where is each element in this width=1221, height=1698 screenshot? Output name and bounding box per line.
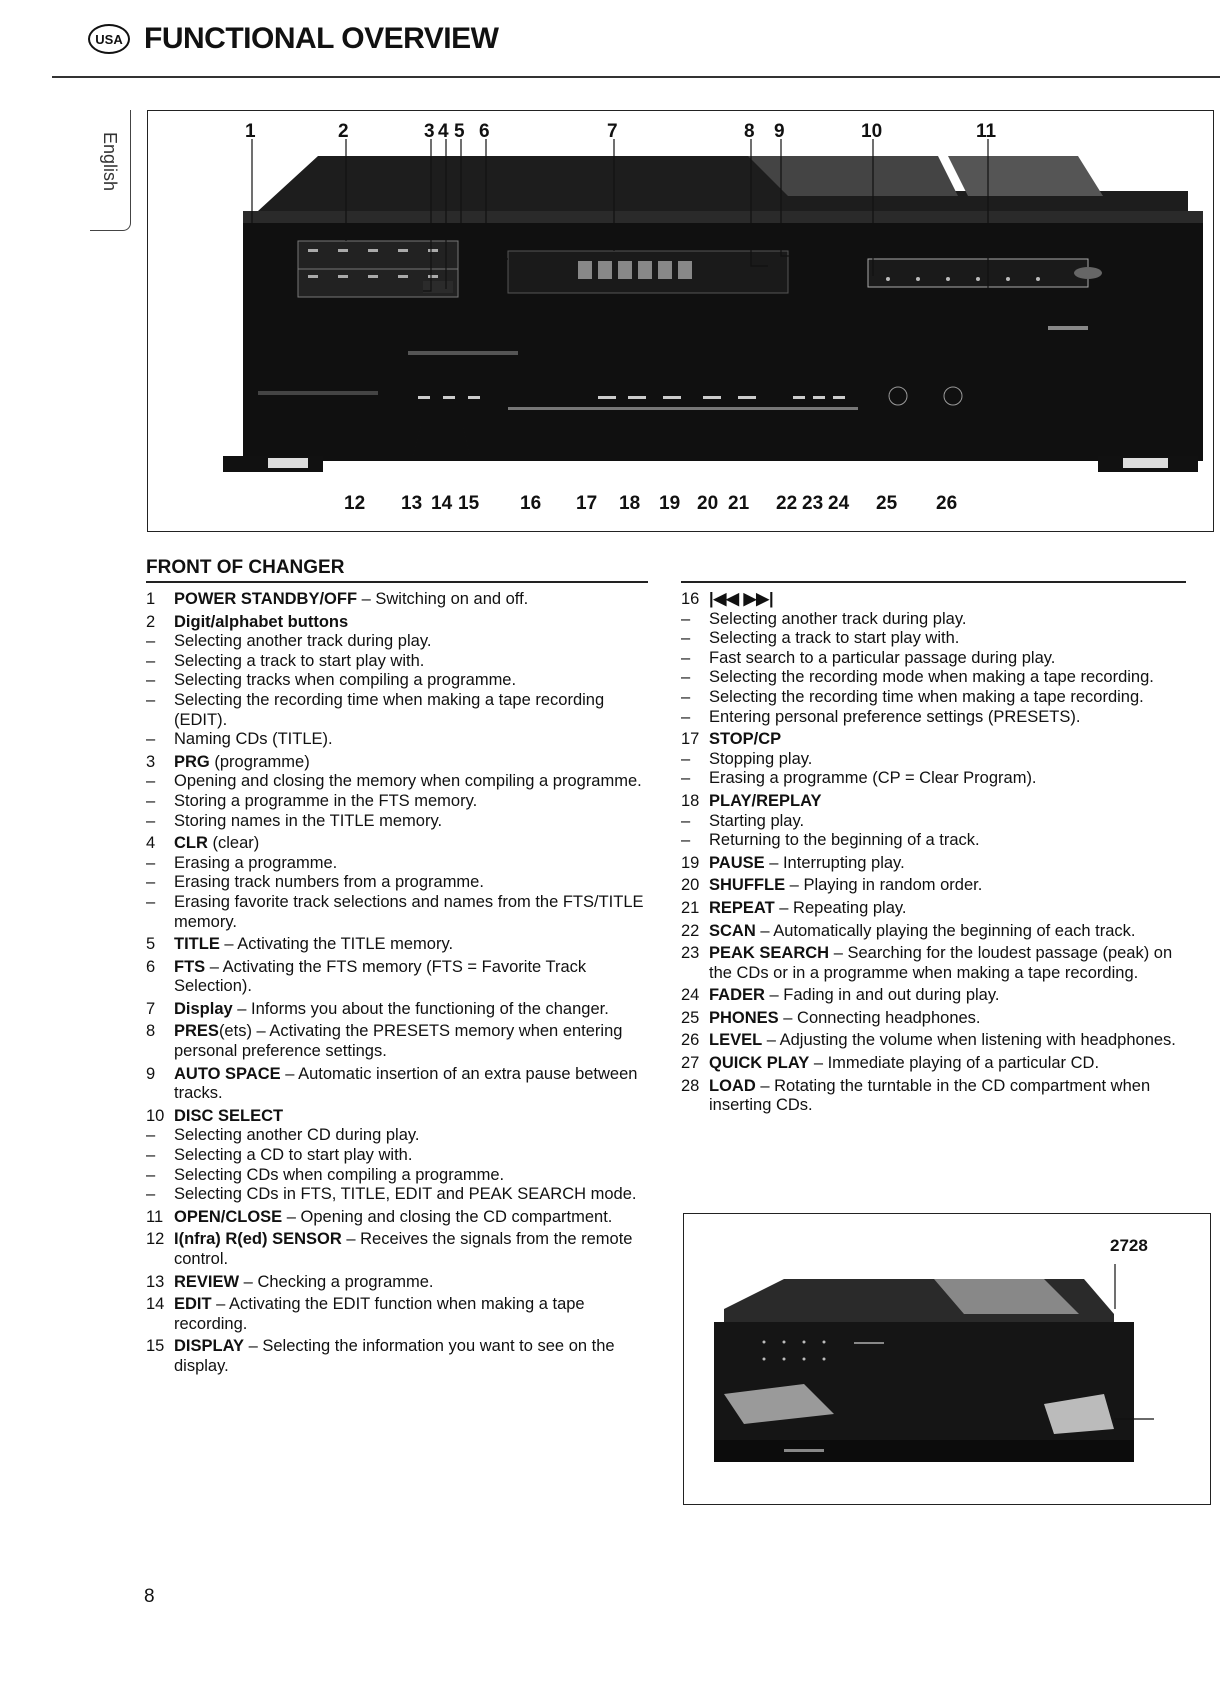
entry-text xyxy=(709,730,781,750)
entry-27 xyxy=(681,1054,1191,1074)
entry-desc: – Receives the signals from the remote control. xyxy=(174,1230,633,1268)
entry-text xyxy=(174,1337,648,1376)
entry-sub-item xyxy=(146,652,648,672)
right-column xyxy=(681,590,1191,1116)
entry-text xyxy=(709,1031,1176,1051)
entry-number: 22 xyxy=(681,921,700,940)
callout-5: 5 xyxy=(454,121,465,142)
dash-bullet: – xyxy=(681,769,691,788)
entry-text xyxy=(174,1065,648,1104)
sub-item-text: Selecting the recording mode when making a tape recording. xyxy=(709,668,1154,687)
dash-bullet: – xyxy=(146,1185,156,1204)
entry-name: LOAD xyxy=(709,1076,756,1095)
usa-badge: USA xyxy=(88,24,130,54)
sub-item-text: Selecting a track to start play with. xyxy=(174,651,425,670)
sub-item-text: Storing names in the TITLE memory. xyxy=(174,811,443,830)
entry-number: 14 xyxy=(146,1295,165,1314)
entry-name: PRES xyxy=(174,1022,219,1041)
entry-desc: – Rotating the turntable in the CD compartment when inserting CDs. xyxy=(709,1076,1151,1115)
sub-item-text: Selecting a track to start play with. xyxy=(709,629,960,648)
entry-name: PLAY/REPLAY xyxy=(709,791,822,810)
entry-desc: – Activating the TITLE memory. xyxy=(219,935,454,954)
entry-name: TITLE xyxy=(174,935,220,954)
sub-item-text: Selecting CDs when compiling a programme. xyxy=(174,1165,505,1184)
dash-bullet: – xyxy=(146,632,156,651)
entry-number: 25 xyxy=(681,1008,700,1027)
callout-8: 8 xyxy=(744,121,755,142)
sub-item-text: Selecting the recording time when making a tape recording (EDIT). xyxy=(174,690,605,729)
language-tab xyxy=(90,110,131,231)
entry-sub-item xyxy=(146,772,648,792)
language-label: English xyxy=(100,132,120,192)
callout-13: 13 xyxy=(401,493,423,514)
entry-text xyxy=(174,1273,434,1293)
entry-text xyxy=(709,1009,981,1029)
entry-desc: – Checking a programme. xyxy=(239,1272,434,1291)
entry-16 xyxy=(681,590,1191,727)
dash-bullet: – xyxy=(681,811,691,830)
entry-name: SHUFFLE xyxy=(709,876,786,895)
entry-number: 2 xyxy=(146,612,156,631)
dash-bullet: – xyxy=(146,671,156,690)
dash-bullet: – xyxy=(681,687,691,706)
entry-number: 3 xyxy=(146,752,156,771)
entry-desc: – Searching for the loudest passage (peak) on the CDs or in a programme when making a tape recording. xyxy=(709,944,1173,982)
entry-name: FADER xyxy=(709,986,765,1005)
entry-name: PAUSE xyxy=(709,853,765,872)
callout-20: 20 xyxy=(697,493,719,514)
callout-14: 14 xyxy=(431,493,453,514)
entry-number: 11 xyxy=(146,1207,164,1226)
callout-15: 15 xyxy=(458,493,480,514)
entry-number: 24 xyxy=(681,986,700,1005)
entry-number: 23 xyxy=(681,944,700,963)
entry-text xyxy=(709,1077,1191,1116)
sub-item-text: Erasing favorite track selections and names from the FTS/TITLE memory. xyxy=(174,892,644,931)
entry-text xyxy=(174,1000,609,1020)
entry-name: |◀◀ ▶▶| xyxy=(709,590,774,608)
entry-number: 17 xyxy=(681,730,700,749)
entry-name: Display xyxy=(174,999,233,1018)
entry-6 xyxy=(146,958,648,997)
entry-4 xyxy=(146,834,648,932)
entry-text xyxy=(709,944,1191,983)
page-header xyxy=(88,22,498,56)
section-rule-left xyxy=(146,581,648,583)
entry-desc: – Playing in random order. xyxy=(785,876,983,895)
entry-number: 9 xyxy=(146,1064,156,1083)
callout-3: 3 xyxy=(424,121,435,142)
sub-item-text: Selecting another track during play. xyxy=(709,609,967,628)
entry-desc: – Activating the FTS memory (FTS = Favorite Track Selection). xyxy=(174,957,587,996)
sub-item-text: Fast search to a particular passage during play. xyxy=(709,648,1056,667)
entry-name: REVIEW xyxy=(174,1272,240,1291)
entry-desc: – Fading in and out during play. xyxy=(764,986,1000,1005)
callout-4: 4 xyxy=(438,121,449,142)
callout-19: 19 xyxy=(659,493,681,514)
entry-sub-item xyxy=(146,873,648,893)
sub-item-text: Returning to the beginning of a track. xyxy=(709,831,980,850)
callout-18: 18 xyxy=(619,493,641,514)
entry-text xyxy=(709,590,774,610)
entry-25 xyxy=(681,1009,1191,1029)
entry-text xyxy=(709,792,822,812)
dash-bullet: – xyxy=(681,609,691,628)
entry-24 xyxy=(681,986,1191,1006)
entry-text xyxy=(174,613,348,633)
sub-item-text: Selecting tracks when compiling a programme. xyxy=(174,671,517,690)
entry-name: CLR xyxy=(174,834,208,853)
entry-name: STOP/CP xyxy=(709,730,782,749)
entry-text xyxy=(174,958,648,997)
page-title: FUNCTIONAL OVERVIEW xyxy=(144,22,499,55)
entry-name: QUICK PLAY xyxy=(709,1054,810,1073)
entry-sub-item xyxy=(146,1126,648,1146)
changer-top-illustration xyxy=(684,1214,1210,1504)
dash-bullet: – xyxy=(146,1146,156,1165)
entry-name: REPEAT xyxy=(709,898,775,917)
entry-name: Digit/alphabet buttons xyxy=(174,612,349,631)
callout-24: 24 xyxy=(828,493,850,514)
entry-desc: – Repeating play. xyxy=(774,898,907,917)
dash-bullet: – xyxy=(146,1126,156,1145)
entry-3 xyxy=(146,753,648,831)
entry-desc: – Selecting the information you want to see on the display. xyxy=(174,1337,615,1375)
entry-number: 5 xyxy=(146,935,156,954)
entry-26 xyxy=(681,1031,1191,1051)
entry-name: FTS xyxy=(174,957,206,976)
entry-desc: – Adjusting the volume when listening with headphones. xyxy=(762,1031,1176,1050)
entry-number: 20 xyxy=(681,876,700,895)
entry-name: POWER STANDBY/OFF xyxy=(174,590,358,608)
entry-sub-item xyxy=(681,708,1191,728)
entry-text xyxy=(174,834,259,854)
changer-top-figure xyxy=(683,1213,1211,1505)
entry-11 xyxy=(146,1208,648,1228)
entry-23 xyxy=(681,944,1191,983)
sub-item-text: Stopping play. xyxy=(709,749,813,768)
dash-bullet: – xyxy=(146,892,156,911)
page-number: 8 xyxy=(144,1586,155,1607)
entry-12 xyxy=(146,1230,648,1269)
entry-20 xyxy=(681,876,1191,896)
entry-1 xyxy=(146,590,648,610)
dash-bullet: – xyxy=(681,668,691,687)
entry-desc: (ets) – Activating the PRESETS memory when entering personal preference settings. xyxy=(174,1022,623,1061)
callout-10: 10 xyxy=(861,121,883,142)
dash-bullet: – xyxy=(146,811,156,830)
entry-sub-item xyxy=(681,688,1191,708)
entry-name: I(nfra) R(ed) SENSOR xyxy=(174,1230,342,1249)
entry-text xyxy=(174,590,528,610)
entry-sub-item xyxy=(681,668,1191,688)
entry-text xyxy=(174,1022,648,1061)
entry-number: 21 xyxy=(681,898,700,917)
dash-bullet: – xyxy=(681,648,691,667)
entry-14 xyxy=(146,1295,648,1334)
dash-bullet: – xyxy=(146,651,156,670)
entry-sub-item xyxy=(146,730,648,750)
callout-25: 25 xyxy=(876,493,898,514)
entry-text xyxy=(709,854,905,874)
front-panel-illustration xyxy=(148,111,1213,531)
entry-text xyxy=(709,1054,1099,1074)
dash-bullet: – xyxy=(146,690,156,709)
entry-sub-item xyxy=(681,649,1191,669)
entry-number: 28 xyxy=(681,1076,700,1095)
callout-12: 12 xyxy=(344,493,366,514)
entry-desc: – Connecting headphones. xyxy=(778,1008,981,1027)
entry-number: 6 xyxy=(146,957,156,976)
entry-name: PRG xyxy=(174,752,210,771)
entry-desc: – Immediate playing of a particular CD. xyxy=(809,1054,1100,1073)
callout-27-28: 2728 xyxy=(1110,1236,1148,1255)
callout-1: 1 xyxy=(245,121,256,142)
entry-sub-item xyxy=(146,854,648,874)
section-heading: FRONT OF CHANGER xyxy=(146,557,345,578)
entry-number: 19 xyxy=(681,853,700,872)
entry-sub-item xyxy=(681,831,1191,851)
callout-26: 26 xyxy=(936,493,958,514)
sub-item-text: Opening and closing the memory when compiling a programme. xyxy=(174,772,642,791)
entry-name: PEAK SEARCH xyxy=(709,944,830,963)
entry-name: OPEN/CLOSE xyxy=(174,1207,283,1226)
entry-desc: – Opening and closing the CD compartment. xyxy=(282,1207,613,1226)
entry-desc: (programme) xyxy=(209,752,310,771)
entry-text xyxy=(174,1107,283,1127)
entry-text xyxy=(709,986,999,1006)
entry-sub-item xyxy=(146,812,648,832)
sub-item-text: Erasing a programme. xyxy=(174,853,338,872)
entry-text xyxy=(709,922,1136,942)
entry-desc: – Informs you about the functioning of the changer. xyxy=(232,999,609,1018)
entry-2 xyxy=(146,613,648,750)
entry-sub-item xyxy=(681,812,1191,832)
callout-16: 16 xyxy=(520,493,542,514)
entry-sub-item xyxy=(681,629,1191,649)
sub-item-text: Erasing a programme (CP = Clear Program). xyxy=(709,769,1037,788)
dash-bullet: – xyxy=(681,749,691,768)
entry-sub-item xyxy=(146,691,648,730)
entry-sub-item xyxy=(146,1185,648,1205)
entry-19 xyxy=(681,854,1191,874)
entry-number: 26 xyxy=(681,1031,700,1050)
entry-5 xyxy=(146,935,648,955)
sub-item-text: Storing a programme in the FTS memory. xyxy=(174,791,478,810)
section-rule-right xyxy=(681,581,1186,583)
dash-bullet: – xyxy=(146,853,156,872)
entry-name: PHONES xyxy=(709,1008,779,1027)
entry-10 xyxy=(146,1107,648,1205)
entry-sub-item xyxy=(681,750,1191,770)
entry-21 xyxy=(681,899,1191,919)
dash-bullet: – xyxy=(681,707,691,726)
callout-21: 21 xyxy=(728,493,750,514)
front-panel-figure xyxy=(147,110,1214,532)
dash-bullet: – xyxy=(146,1165,156,1184)
callout-9: 9 xyxy=(774,121,785,142)
entry-13 xyxy=(146,1273,648,1293)
entry-text xyxy=(174,1295,648,1334)
entry-sub-item xyxy=(146,1146,648,1166)
header-rule xyxy=(52,76,1220,78)
callout-7: 7 xyxy=(607,121,618,142)
sub-item-text: Starting play. xyxy=(709,811,805,830)
entry-text xyxy=(709,899,907,919)
callout-11: 11 xyxy=(976,121,997,142)
callout-23: 23 xyxy=(802,493,824,514)
entry-sub-item xyxy=(146,671,648,691)
entry-number: 27 xyxy=(681,1054,700,1073)
sub-item-text: Erasing track numbers from a programme. xyxy=(174,873,484,892)
entry-desc: – Automatically playing the beginning of each track. xyxy=(755,921,1136,940)
entry-text xyxy=(174,935,453,955)
entry-number: 15 xyxy=(146,1337,165,1356)
sub-item-text: Naming CDs (TITLE). xyxy=(174,730,333,749)
entry-name: LEVEL xyxy=(709,1031,763,1050)
entry-desc: – Automatic insertion of an extra pause between tracks. xyxy=(174,1064,638,1103)
entry-desc: – Switching on and off. xyxy=(357,590,529,608)
entry-number: 7 xyxy=(146,999,156,1018)
sub-item-text: Selecting another track during play. xyxy=(174,632,432,651)
entry-number: 10 xyxy=(146,1106,165,1125)
entry-sub-item xyxy=(146,632,648,652)
entry-name: DISPLAY xyxy=(174,1337,244,1356)
dash-bullet: – xyxy=(146,730,156,749)
callout-2: 2 xyxy=(338,121,349,142)
entry-name: SCAN xyxy=(709,921,756,940)
entry-number: 8 xyxy=(146,1022,156,1041)
entry-name: AUTO SPACE xyxy=(174,1064,281,1083)
entry-sub-item xyxy=(146,1166,648,1186)
sub-item-text: Selecting CDs in FTS, TITLE, EDIT and PEAK SEARCH mode. xyxy=(174,1185,637,1204)
entry-number: 12 xyxy=(146,1230,165,1249)
callout-6: 6 xyxy=(479,121,490,142)
dash-bullet: – xyxy=(681,629,691,648)
entry-number: 18 xyxy=(681,791,700,810)
entry-text xyxy=(174,753,310,773)
entry-28 xyxy=(681,1077,1191,1116)
sub-item-text: Entering personal preference settings (PRESETS). xyxy=(709,707,1081,726)
dash-bullet: – xyxy=(146,873,156,892)
entry-number: 16 xyxy=(681,590,700,608)
entry-name: EDIT xyxy=(174,1295,212,1314)
sub-item-text: Selecting another CD during play. xyxy=(174,1126,420,1145)
sub-item-text: Selecting a CD to start play with. xyxy=(174,1146,413,1165)
dash-bullet: – xyxy=(146,772,156,791)
entry-text xyxy=(174,1230,648,1269)
entry-18 xyxy=(681,792,1191,851)
entry-17 xyxy=(681,730,1191,789)
entry-22 xyxy=(681,922,1191,942)
callout-22: 22 xyxy=(776,493,798,514)
entry-desc: – Interrupting play. xyxy=(764,853,905,872)
entry-sub-item xyxy=(681,610,1191,630)
entry-number: 4 xyxy=(146,834,156,853)
sub-item-text: Selecting the recording time when making a tape recording. xyxy=(709,687,1144,706)
entry-name: DISC SELECT xyxy=(174,1106,284,1125)
entry-number: 13 xyxy=(146,1272,165,1291)
dash-bullet: – xyxy=(681,831,691,850)
entry-text xyxy=(174,1208,612,1228)
entry-desc: – Activating the EDIT function when making a tape recording. xyxy=(174,1295,585,1333)
entry-15 xyxy=(146,1337,648,1376)
dash-bullet: – xyxy=(146,791,156,810)
entry-sub-item xyxy=(146,893,648,932)
left-column xyxy=(146,590,648,1377)
entry-9 xyxy=(146,1065,648,1104)
entry-text xyxy=(709,876,982,896)
callout-17: 17 xyxy=(576,493,598,514)
entry-number: 1 xyxy=(146,590,156,608)
entry-8 xyxy=(146,1022,648,1061)
entry-desc: (clear) xyxy=(207,834,260,853)
entry-7 xyxy=(146,1000,648,1020)
entry-sub-item xyxy=(681,769,1191,789)
entry-sub-item xyxy=(146,792,648,812)
